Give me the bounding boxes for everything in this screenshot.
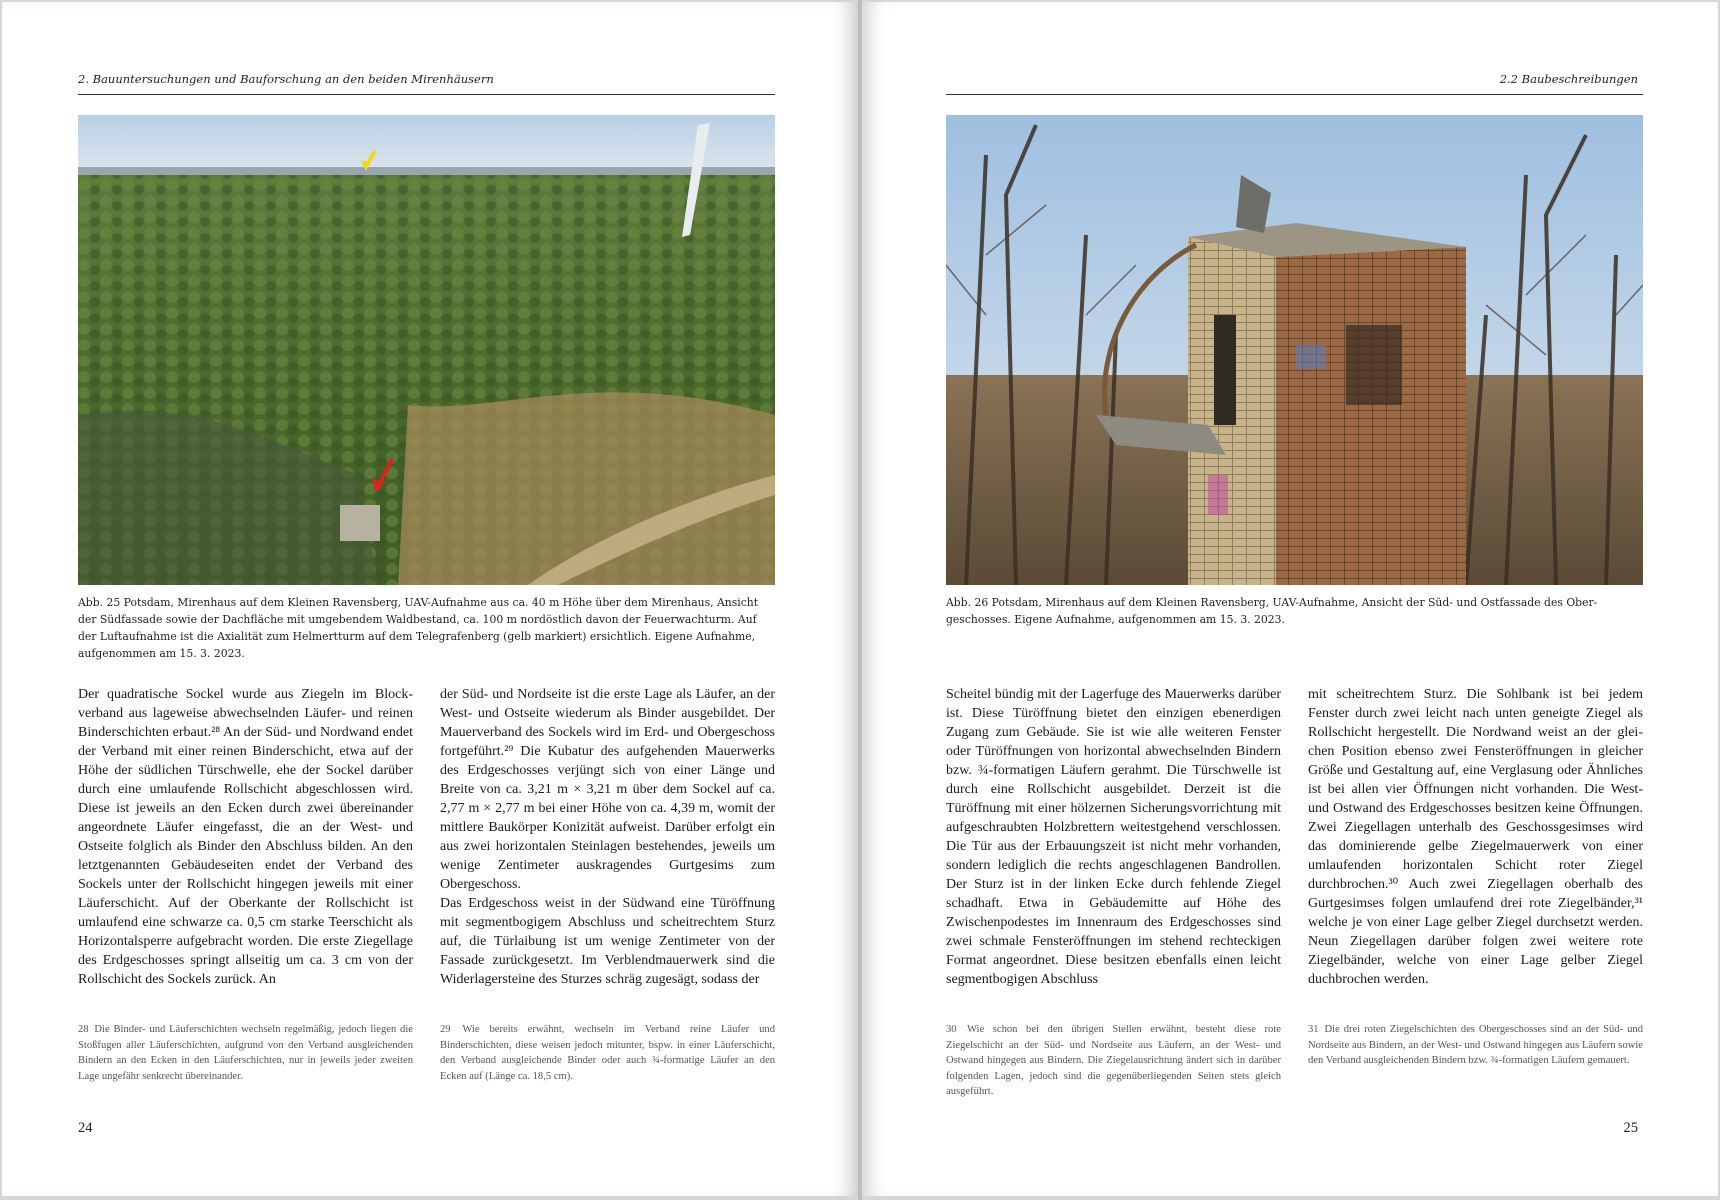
body-column-2 [440, 685, 775, 989]
body-paragraph: der Süd- und Nordseite ist die erste Lage als Läufer, an der West- und Ostseite wiederum als Binder ausgebildet. Der Mauerverband des Sockels wird im Erd- und Obergeschoss fortgeführt.²⁹ Die Kubatur des aufgehenden Mauerwerks des Erdgeschosses verjüngt sich von einer Länge und Breite von ca. 3,21 m × 3,21 m über dem Sockel auf ca. 2,77 m × 2,77 m bei einer Höhe von ca. 4,39 m, womit der mittlere Baukörper Konizität aufweist. Darüber erfolgt ein aus zwei horizontalen Steinlagen bestehendes, jeweils um wenige Zentimeter auskragendes Gurtgesims zum Obergeschoss. [440, 687, 775, 892]
page-number-left: 24 [78, 1120, 93, 1136]
footnote-31 [1308, 1022, 1643, 1069]
footnote-28 [78, 1022, 413, 1084]
running-head-right: 2.2 Baubeschreibungen [1499, 72, 1638, 86]
aerial-forest-photo-icon [78, 115, 775, 585]
footnote-text: Die drei roten Ziegelschichten des Obergeschosses sind an der Süd- und Nordseite aus Bindern, an der West- und Ostwand hingegen aus Läufern sowie den Verband ausgleichenden Bindern bzw. ¾-formatigen Läufern gemauert. [1308, 1024, 1643, 1066]
figure-caption-26: Abb. 26 Potsdam, Mirenhaus auf dem Kleinen Ravensberg, UAV-Aufnahme, Ansicht der Süd- und Ostfassade des Obergeschosses. Eigene Aufnahme, aufgenommen am 15. 3. 2023. [946, 596, 1598, 626]
body-paragraph: mit scheitrechtem Sturz. Die Sohlbank ist bei jedem Fenster durch zwei leicht nach unten geneigte Ziegel als Rollschicht hergestellt. Die Nordwand weist an der gleichen Position ebenso zwei Fensteröffnungen in gleicher Größe und Gestaltung auf, eine Verglasung oder Ähnliches ist bei allen vier Öffnungen nicht vorhanden. Die West- und Ostwand des Erdgeschosses besitzen keine Öffnungen. Zwei Ziegellagen unterhalb des Geschossgesimses wird das dominierende gelbe Ziegelmauerwerk von einer umlaufenden horizontalen Schicht roter Ziegel durchbrochen.³⁰ Auch zwei Ziegellagen oberhalb des Gurtgesimses folgen umlaufend drei rote Ziegelbänder,³¹ welche je von einer Lage gelber Ziegel durchsetzt werden. Neun Ziegellagen darüber folgen zwei weitere rote Ziegelbänder, welche von einer Lage gelber Ziegel duchbrochen werden. [1308, 687, 1643, 987]
page-number-right: 25 [1623, 1120, 1638, 1136]
body-paragraph: Das Erdgeschoss weist in der Südwand eine Türöffnung mit segmentbogigem Abschluss und scheitrechtem Sturz auf, die Türlaibung ist um wenige Zentimeter von der Fassade zurückgesetzt. Im Verblendmauerwerk sind die Widerlagersteine des Sturzes schräg zugesägt, sodass der [440, 896, 775, 987]
footnote-text: Die Binder- und Läuferschichten wechseln regelmäßig, jedoch liegen die Stoßfugen aller Läuferschichten, aufgrund von den Verband ausgleichenden Bindern an den Ecken in den Läuferschichten, nur in jeweils jeder zweiten Lage ungefähr senkrecht übereinander. [78, 1024, 413, 1082]
body-paragraph: Der quadratische Sockel wurde aus Ziegeln im Blockverband aus lageweise abwechselnden Läufer- und reinen Binderschichten erbaut.²⁸ An der Süd- und Nordwand endet der Verband mit einer reinen Binderschicht, etwa auf der Höhe der südlichen Türschwelle, ehe der Sockel darüber durch eine umlaufende Rollschicht abgeschlossen wird. Diese ist jeweils an den Ecken durch zwei übereinander angeordnete Läufer eingefasst, die an der West- und Ostseite folglich als Binder den Abschluss bilden. An den letztgenannten Gebäudeseiten endet der Verband des Sockels unter der Rollschicht hingegen jeweils mit einer Läuferschicht. Auf der Oberkante der Rollschicht ist umlaufend eine schwarze ca. 0,5 cm starke Teerschicht als Horizontalsperre aufgebracht worden. Die erste Ziegellage des Erdgeschosses springt allseitig um ca. 3 cm von der Rollschicht des Sockels zurück. An [78, 687, 413, 987]
footnote-30 [946, 1022, 1281, 1100]
brick-tower-photo-icon [946, 115, 1643, 585]
footnote-number: 31 [1308, 1024, 1319, 1035]
footnote-number: 30 [946, 1024, 957, 1035]
body-column-4 [1308, 685, 1643, 989]
footnote-text: Wie schon bei den übrigen Stellen erwähnt, besteht diese rote Ziegelschicht an der Süd- und Nordseite aus Läufern, an der West- und Ostwand hingegen aus Bindern. Die Ziegelausrichtung ändert sich in darüber folgenden Lagen, jedoch sind die gegenüberliegenden Seiten stets gleich ausgeführt. [946, 1024, 1281, 1097]
running-head-left: 2. Bauuntersuchungen und Bauforschung an den beiden Mirenhäusern [78, 72, 494, 86]
footnote-text: Wie bereits erwähnt, wechseln im Verband reine Läufer und Binderschichten, diese weisen jedoch mitunter, bspw. in einer Läuferschicht, den Verband ausgleichende Binder oder auch ¾-formatige Läufer an den Ecken auf (Länge ca. 18,5 cm). [440, 1024, 775, 1082]
body-column-1 [78, 685, 413, 989]
header-rule-right [946, 94, 1643, 95]
body-paragraph: Scheitel bündig mit der Lagerfuge des Mauerwerks darüber ist. Diese Türöffnung bietet den einzigen ebenerdigen Zugang zum Gebäude. Sie ist wie alle weiteren Fenster oder Türöffnungen von horizontal abwechselnden Bindern bzw. ¾-formatigen Läufern gerahmt. Die Türschwelle ist durch eine Rollschicht ausgebildet. Derzeit ist die Türöffnung mit einer hölzernen Sicherungsvorrichtung mit aufgeschraubten Holzbrettern weitestgehend verschlossen. Die Tür aus der Erbauungszeit ist nicht mehr vorhanden, sondern lediglich die rechts angeschlagenen Bandrollen. Der Sturz ist in der linken Ecke durch fehlende Ziegel schadhaft. Etwa in Gebäudemitte auf Höhe des Zwischenpodestes im Innenraum des Erdgeschosses sind zwei schmale Fensteröffnungen im stehend rechteckigen Format angeordnet. Diese besitzen ebenfalls einen leicht segmentbogigen Abschluss [946, 687, 1281, 987]
footnote-number: 29 [440, 1024, 451, 1035]
header-rule-left [78, 94, 775, 95]
footnote-29 [440, 1022, 775, 1084]
body-column-3 [946, 685, 1281, 989]
right-page [862, 2, 1718, 1196]
brick-tower-photo [946, 115, 1643, 585]
left-page [2, 2, 858, 1196]
figure-caption-25: Abb. 25 Potsdam, Mirenhaus auf dem Kleinen Ravensberg, UAV-Aufnahme aus ca. 40 m Höhe über dem Mirenhaus, Ansicht der Südfassade sowie der Dachfläche mit umgebendem Waldbestand, ca. 100 m nordöstlich davon der Feuerwachturm. Auf der Luftaufnahme ist die Axialität zum Helmertturm auf dem Telegrafenberg (gelb markiert) ersichtlich. Eigene Aufnahme, aufgenommen am 15. 3. 2023. [78, 596, 759, 660]
footnote-number: 28 [78, 1024, 89, 1035]
aerial-forest-photo [78, 115, 775, 585]
